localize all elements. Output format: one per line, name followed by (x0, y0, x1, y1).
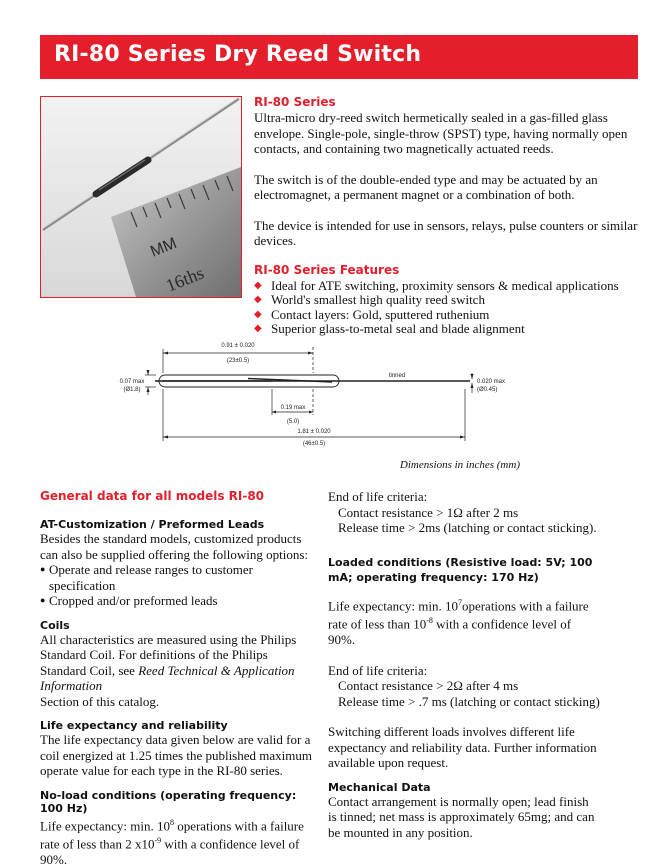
diagram-caption: Dimensions in inches (mm) (399, 459, 520, 471)
product-photo (40, 96, 242, 298)
feature-item: ◆ World's smallest high quality reed switch (254, 292, 485, 307)
features-heading: RI-80 Series Features (254, 262, 400, 277)
feature-item: ◆ Superior glass-to-metal seal and blade alignment (254, 321, 525, 336)
diamond-bullet-icon: ◆ (254, 279, 262, 291)
bullet-icon: ● (40, 595, 46, 605)
diamond-bullet-icon: ◆ (254, 308, 262, 320)
bullet-icon: ● (40, 564, 46, 574)
eol1-line1: Contact resistance > 1Ω after 2 ms (338, 504, 519, 520)
bottom-dim-label: 1.81 ± 0.020 (297, 429, 331, 435)
ruler-label-mm: MM (148, 234, 180, 261)
bottom-dim-mm-label: (46±0.5) (302, 441, 326, 447)
title-banner (40, 35, 638, 79)
intro-heading: RI-80 Series (254, 95, 336, 109)
mechanical-text: Contact arrangement is normally open; lead finish is tinned; net mass is approximately 65mg; and can be mounted in any position. (328, 793, 595, 840)
tinned-label: tinned (388, 373, 406, 379)
ruler-label-16ths: 16ths (163, 262, 207, 296)
noload-text: Life expectancy: min. $10^8$ operations with a failure rate of less than 2 $x10^{-9}$ with a confidence level of 90%. (40, 817, 304, 868)
general-data-heading: General data for all models RI-80 (40, 489, 265, 503)
noload-heading: No-load conditions (operating frequency: 100 Hz) (40, 788, 297, 815)
diamond-bullet-icon: ◆ (254, 323, 262, 334)
life-heading: Life expectancy and reliability (40, 719, 228, 732)
dimension-drawing (100, 335, 530, 455)
mid-dim-label: 0.19 max (280, 405, 306, 411)
right-dim-mm-label: (Ø0.45) (477, 387, 498, 393)
customization-list (40, 562, 316, 609)
mechanical-heading: Mechanical Data (328, 780, 431, 794)
page-title: RI-80 Series Dry Reed Switch (54, 42, 422, 67)
eol2-title: End of life criteria: (328, 662, 428, 678)
eol2-line1: Contact resistance > 2Ω after 4 ms (338, 678, 519, 694)
intro-paragraph-2: The switch is of the double-ended type and may be actuated by an electromagnet, a permanent magnet or a combination of both. (254, 171, 598, 202)
customization-heading: AT-Customization / Preformed Leads (40, 518, 265, 531)
life-text: The life expectancy data given below are valid for a coil energized at 1.25 times the published maximum operate value for each type in the RI-80 series. (40, 732, 312, 778)
intro-section (254, 95, 639, 337)
left-dim-mm-label: (Ø1.8) (123, 387, 141, 393)
top-dim-label: 0.91 ± 0.020 (221, 343, 255, 349)
top-dim-mm-label: (23±0.5) (226, 358, 250, 364)
mid-dim-mm-label: (5.0) (286, 419, 300, 425)
features-list (254, 279, 639, 337)
list-item: ● Operate and release ranges to customer specification (40, 562, 253, 593)
intro-paragraph-3: The device is intended for use in sensors, relays, pulse counters or similar devices. (254, 217, 638, 248)
switching-text: Switching different loads involves different life expectancy and reliability data. Further information available upon request. (328, 724, 597, 771)
loaded-heading: Loaded conditions (Resistive load: 5V; 100 mA; operating frequency: 170 Hz) (328, 555, 593, 584)
reed-switch-photo-illustration (41, 97, 241, 297)
eol1-title: End of life criteria: (328, 489, 428, 504)
right-column (328, 489, 600, 840)
eol1-line2: Release time > 2ms (latching or contact sticking). (338, 520, 597, 535)
coils-heading: Coils (40, 618, 70, 632)
loaded-text: Life expectancy: min. $10^7operations$ with a failure rate of less than $10^{-8}$ with a confidence level of 90%. (328, 597, 589, 648)
right-dim-label: 0.020 max (477, 379, 506, 385)
intro-paragraph-1: Ultra-micro dry-reed switch hermetically sealed in a gas-filled glass envelope. Single-pole, single-throw (SPST) type, having normally open contacts, and containing two magnetically actuated reeds. (254, 110, 628, 156)
customization-text: Besides the standard models, customized products can also be supplied offering the following options: (40, 531, 309, 562)
left-dim-label: 0.07 max (119, 379, 145, 385)
diamond-bullet-icon: ◆ (254, 294, 262, 305)
left-column (40, 489, 316, 868)
coils-text: All characteristics are measured using the Philips Standard Coil. For definitions of the Philips Standard Coil, see Reed Technical & Application Information Section of this catalog. (40, 631, 297, 709)
feature-item: ◆ Contact layers: Gold, sputtered ruthenium (254, 306, 490, 322)
feature-item: ◆ Ideal for ATE switching, proximity sensors & medical applications (254, 277, 619, 293)
eol2-line2: Release time > .7 ms (latching or contact sticking) (338, 693, 600, 709)
list-item: ● Cropped and/or preformed leads (40, 593, 218, 608)
